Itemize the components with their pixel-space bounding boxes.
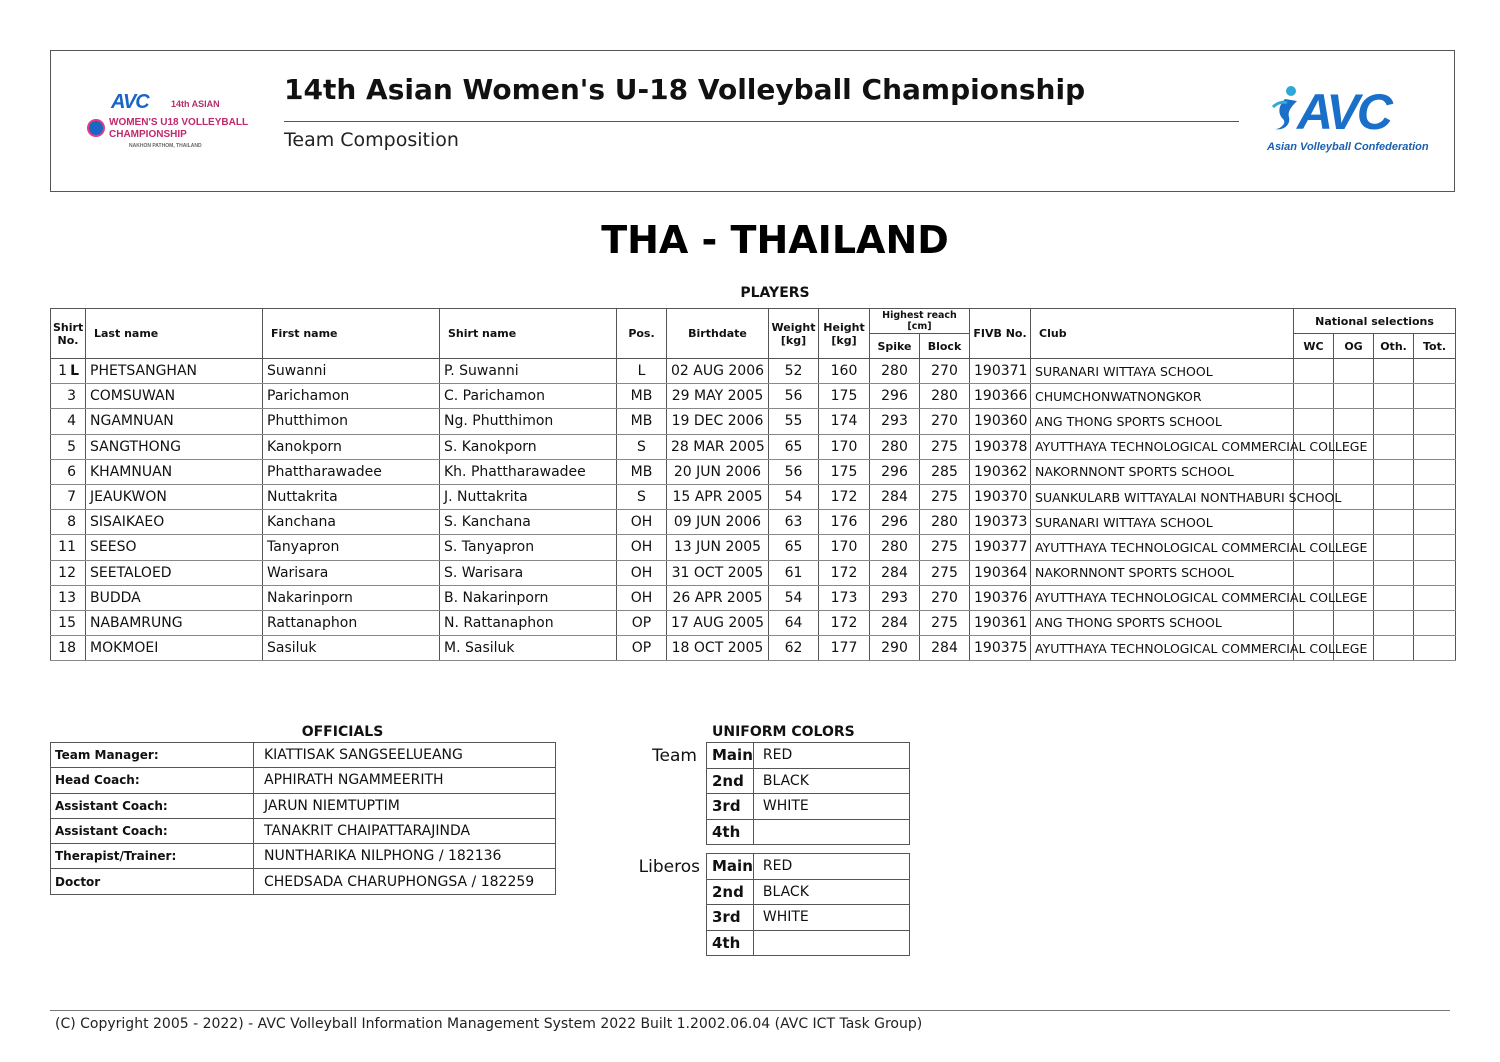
player-first-name: Nuttakrita xyxy=(263,484,440,509)
player-oth xyxy=(1374,359,1414,384)
player-fivb-no: 190377 xyxy=(970,535,1031,560)
player-position: MB xyxy=(617,459,667,484)
player-position: S xyxy=(617,434,667,459)
table-row xyxy=(51,484,1456,509)
table-row xyxy=(51,359,1456,384)
player-position: OH xyxy=(617,510,667,535)
player-fivb-no: 190378 xyxy=(970,434,1031,459)
player-birthdate: 31 OCT 2005 xyxy=(667,560,769,585)
player-position: OP xyxy=(617,610,667,635)
player-block: 275 xyxy=(920,610,970,635)
player-block: 275 xyxy=(920,434,970,459)
uniform-slot: 2nd xyxy=(707,768,754,794)
player-birthdate: 29 MAY 2005 xyxy=(667,384,769,409)
col-tot: Tot. xyxy=(1414,334,1456,359)
player-last-name: KHAMNUAN xyxy=(86,459,263,484)
player-tot xyxy=(1414,560,1456,585)
player-wc xyxy=(1294,409,1334,434)
uniform-slot: 3rd xyxy=(707,794,754,820)
player-fivb-no: 190373 xyxy=(970,510,1031,535)
uniform-liberos-label: Liberos xyxy=(638,857,700,877)
player-position: MB xyxy=(617,409,667,434)
player-block: 275 xyxy=(920,535,970,560)
player-height: 170 xyxy=(819,535,870,560)
player-weight: 62 xyxy=(769,636,819,661)
player-fivb-no: 190371 xyxy=(970,359,1031,384)
player-wc xyxy=(1294,384,1334,409)
uniform-team-table xyxy=(706,742,910,845)
player-position: OH xyxy=(617,535,667,560)
player-first-name: Nakarinporn xyxy=(263,585,440,610)
player-shirt-name: J. Nuttakrita xyxy=(440,484,617,509)
uniform-slot: Main xyxy=(707,854,754,880)
player-block: 280 xyxy=(920,510,970,535)
player-birthdate: 26 APR 2005 xyxy=(667,585,769,610)
player-spike: 280 xyxy=(870,359,920,384)
player-wc xyxy=(1294,459,1334,484)
player-spike: 280 xyxy=(870,535,920,560)
player-shirt-name: S. Tanyapron xyxy=(440,535,617,560)
player-fivb-no: 190362 xyxy=(970,459,1031,484)
table-row xyxy=(51,610,1456,635)
table-row xyxy=(51,409,1456,434)
table-row xyxy=(51,510,1456,535)
official-role: Assistant Coach: xyxy=(51,793,254,818)
player-fivb-no: 190376 xyxy=(970,585,1031,610)
event-logo xyxy=(85,89,249,153)
officials-table xyxy=(50,742,556,895)
player-last-name: PHETSANGHAN xyxy=(86,359,263,384)
uniform-color: WHITE xyxy=(753,905,909,931)
player-first-name: Warisara xyxy=(263,560,440,585)
player-fivb-no: 190361 xyxy=(970,610,1031,635)
official-role: Assistant Coach: xyxy=(51,818,254,843)
player-birthdate: 19 DEC 2006 xyxy=(667,409,769,434)
player-fivb-no: 190366 xyxy=(970,384,1031,409)
col-birthdate: Birthdate xyxy=(667,309,769,359)
player-last-name: NABAMRUNG xyxy=(86,610,263,635)
player-position: OH xyxy=(617,560,667,585)
col-height: Height [kg] xyxy=(819,309,870,359)
uniform-color: BLACK xyxy=(753,768,909,794)
table-row xyxy=(51,636,1456,661)
player-tot xyxy=(1414,359,1456,384)
event-logo-line1: WOMEN'S U18 VOLLEYBALL xyxy=(109,117,249,128)
header xyxy=(50,50,1455,192)
player-oth xyxy=(1374,459,1414,484)
player-spike: 284 xyxy=(870,610,920,635)
uniform-slot: Main xyxy=(707,743,754,769)
player-first-name: Suwanni xyxy=(263,359,440,384)
player-shirt-no: 4 xyxy=(51,409,86,434)
player-shirt-no: 11 xyxy=(51,535,86,560)
player-first-name: Sasiluk xyxy=(263,636,440,661)
player-fivb-no: 190360 xyxy=(970,409,1031,434)
page-subtitle: Team Composition xyxy=(284,129,459,151)
uniform-slot: 2nd xyxy=(707,879,754,905)
player-shirt-name: B. Nakarinporn xyxy=(440,585,617,610)
col-oth: Oth. xyxy=(1374,334,1414,359)
player-spike: 296 xyxy=(870,510,920,535)
player-shirt-no: 15 xyxy=(51,610,86,635)
player-birthdate: 17 AUG 2005 xyxy=(667,610,769,635)
col-highest-reach: Highest reach [cm] xyxy=(870,309,970,334)
uniform-row xyxy=(707,768,910,794)
player-tot xyxy=(1414,610,1456,635)
player-height: 176 xyxy=(819,510,870,535)
avc-logo-text: AVC xyxy=(1297,84,1390,140)
player-weight: 65 xyxy=(769,434,819,459)
player-wc xyxy=(1294,610,1334,635)
player-oth xyxy=(1374,484,1414,509)
player-shirt-name: S. Warisara xyxy=(440,560,617,585)
player-oth xyxy=(1374,384,1414,409)
player-height: 174 xyxy=(819,409,870,434)
player-shirt-name: Ng. Phutthimon xyxy=(440,409,617,434)
player-last-name: SISAIKAEO xyxy=(86,510,263,535)
player-spike: 284 xyxy=(870,484,920,509)
player-height: 160 xyxy=(819,359,870,384)
table-row xyxy=(51,585,1456,610)
player-wc xyxy=(1294,359,1334,384)
player-block: 270 xyxy=(920,585,970,610)
footer-copyright: (C) Copyright 2005 - 2022) - AVC Volleyball Information Management System 2022 Built 1.2002.06.04 (AVC ICT Task Group) xyxy=(55,1016,923,1032)
official-name: APHIRATH NGAMMEERITH xyxy=(254,768,556,793)
uniform-colors-heading: UNIFORM COLORS xyxy=(712,724,855,740)
official-role: Team Manager: xyxy=(51,743,254,768)
event-logo-edition: 14th ASIAN xyxy=(171,99,220,109)
player-height: 175 xyxy=(819,459,870,484)
official-name: KIATTISAK SANGSEELUEANG xyxy=(254,743,556,768)
player-club: AYUTTHAYA TECHNOLOGICAL COMMERCIAL COLLEGE xyxy=(1031,636,1294,661)
player-club: SURANARI WITTAYA SCHOOL xyxy=(1031,510,1294,535)
player-first-name: Phutthimon xyxy=(263,409,440,434)
player-fivb-no: 190375 xyxy=(970,636,1031,661)
player-birthdate: 15 APR 2005 xyxy=(667,484,769,509)
player-first-name: Kanchana xyxy=(263,510,440,535)
uniform-row xyxy=(707,854,910,880)
official-row xyxy=(51,768,556,793)
player-weight: 64 xyxy=(769,610,819,635)
table-row xyxy=(51,560,1456,585)
player-tot xyxy=(1414,484,1456,509)
player-weight: 61 xyxy=(769,560,819,585)
players-table-body xyxy=(51,359,1456,661)
player-weight: 55 xyxy=(769,409,819,434)
official-role: Doctor xyxy=(51,869,254,894)
player-weight: 56 xyxy=(769,459,819,484)
player-oth xyxy=(1374,409,1414,434)
player-last-name: MOKMOEI xyxy=(86,636,263,661)
event-logo-line2: CHAMPIONSHIP xyxy=(109,129,187,140)
player-shirt-name: S. Kanokporn xyxy=(440,434,617,459)
player-club: SURANARI WITTAYA SCHOOL xyxy=(1031,359,1294,384)
player-tot xyxy=(1414,510,1456,535)
player-position: S xyxy=(617,484,667,509)
player-first-name: Phattharawadee xyxy=(263,459,440,484)
col-position: Pos. xyxy=(617,309,667,359)
col-weight: Weight [kg] xyxy=(769,309,819,359)
uniform-slot: 3rd xyxy=(707,905,754,931)
player-tot xyxy=(1414,409,1456,434)
player-weight: 54 xyxy=(769,484,819,509)
official-row xyxy=(51,743,556,768)
avc-logo-caption: Asian Volleyball Confederation xyxy=(1267,141,1429,153)
player-spike: 284 xyxy=(870,560,920,585)
player-shirt-no: 13 xyxy=(51,585,86,610)
libero-flag: L xyxy=(70,363,79,380)
header-divider xyxy=(284,121,1239,122)
uniform-liberos-table xyxy=(706,853,910,956)
player-last-name: NGAMNUAN xyxy=(86,409,263,434)
player-block: 280 xyxy=(920,384,970,409)
player-first-name: Rattanaphon xyxy=(263,610,440,635)
player-spike: 293 xyxy=(870,585,920,610)
col-last-name: Last name xyxy=(86,309,263,359)
player-last-name: SANGTHONG xyxy=(86,434,263,459)
player-weight: 56 xyxy=(769,384,819,409)
uniform-row xyxy=(707,743,910,769)
table-row xyxy=(51,384,1456,409)
col-spike: Spike xyxy=(870,334,920,359)
player-block: 284 xyxy=(920,636,970,661)
volleyball-icon xyxy=(87,119,105,137)
player-weight: 65 xyxy=(769,535,819,560)
player-club: CHUMCHONWATNONGKOR xyxy=(1031,384,1294,409)
player-shirt-no: 6 xyxy=(51,459,86,484)
uniform-row xyxy=(707,930,910,956)
official-role: Head Coach: xyxy=(51,768,254,793)
uniform-row xyxy=(707,905,910,931)
col-shirt-name: Shirt name xyxy=(440,309,617,359)
official-role: Therapist/Trainer: xyxy=(51,844,254,869)
player-position: OP xyxy=(617,636,667,661)
player-club: SUANKULARB WITTAYALAI NONTHABURI SCHOOL xyxy=(1031,484,1294,509)
event-logo-brand: AVC xyxy=(111,91,149,113)
uniform-slot: 4th xyxy=(707,930,754,956)
player-tot xyxy=(1414,384,1456,409)
uniform-color: RED xyxy=(753,854,909,880)
player-shirt-name: M. Sasiluk xyxy=(440,636,617,661)
player-block: 270 xyxy=(920,409,970,434)
uniform-color: BLACK xyxy=(753,879,909,905)
player-oth xyxy=(1374,510,1414,535)
player-spike: 280 xyxy=(870,434,920,459)
player-wc xyxy=(1294,560,1334,585)
player-oth xyxy=(1374,535,1414,560)
player-birthdate: 09 JUN 2006 xyxy=(667,510,769,535)
player-position: MB xyxy=(617,384,667,409)
table-row xyxy=(51,459,1456,484)
player-og xyxy=(1334,510,1374,535)
col-og: OG xyxy=(1334,334,1374,359)
uniform-team-label: Team xyxy=(652,746,697,766)
player-tot xyxy=(1414,585,1456,610)
officials-heading: OFFICIALS xyxy=(301,724,384,740)
player-birthdate: 02 AUG 2006 xyxy=(667,359,769,384)
player-spike: 296 xyxy=(870,459,920,484)
player-shirt-no: 1 L xyxy=(51,359,86,384)
player-last-name: JEAUKWON xyxy=(86,484,263,509)
page-title: 14th Asian Women's U-18 Volleyball Championship xyxy=(284,73,1086,106)
player-shirt-name: Kh. Phattharawadee xyxy=(440,459,617,484)
player-height: 175 xyxy=(819,384,870,409)
uniform-row xyxy=(707,794,910,820)
player-height: 172 xyxy=(819,610,870,635)
footer-divider xyxy=(50,1010,1450,1011)
player-shirt-no: 18 xyxy=(51,636,86,661)
official-row xyxy=(51,869,556,894)
player-height: 172 xyxy=(819,560,870,585)
player-spike: 290 xyxy=(870,636,920,661)
uniform-slot: 4th xyxy=(707,819,754,845)
player-og xyxy=(1334,409,1374,434)
player-oth xyxy=(1374,610,1414,635)
official-row xyxy=(51,793,556,818)
player-first-name: Tanyapron xyxy=(263,535,440,560)
uniform-row xyxy=(707,879,910,905)
player-first-name: Kanokporn xyxy=(263,434,440,459)
player-birthdate: 13 JUN 2005 xyxy=(667,535,769,560)
official-row xyxy=(51,818,556,843)
player-first-name: Parichamon xyxy=(263,384,440,409)
col-national-selections: National selections xyxy=(1294,309,1456,334)
player-shirt-name: C. Parichamon xyxy=(440,384,617,409)
player-shirt-no: 5 xyxy=(51,434,86,459)
player-shirt-no: 3 xyxy=(51,384,86,409)
player-last-name: SEESO xyxy=(86,535,263,560)
player-shirt-no: 12 xyxy=(51,560,86,585)
player-height: 173 xyxy=(819,585,870,610)
player-last-name: COMSUWAN xyxy=(86,384,263,409)
player-og xyxy=(1334,459,1374,484)
player-club: ANG THONG SPORTS SCHOOL xyxy=(1031,610,1294,635)
player-shirt-no: 7 xyxy=(51,484,86,509)
players-table xyxy=(50,308,1456,661)
player-shirt-name: S. Kanchana xyxy=(440,510,617,535)
player-spike: 293 xyxy=(870,409,920,434)
player-weight: 63 xyxy=(769,510,819,535)
col-block: Block xyxy=(920,334,970,359)
table-row xyxy=(51,434,1456,459)
player-fivb-no: 190364 xyxy=(970,560,1031,585)
uniform-color xyxy=(753,930,909,956)
col-wc: WC xyxy=(1294,334,1334,359)
col-fivb-no: FIVB No. xyxy=(970,309,1031,359)
player-tot xyxy=(1414,459,1456,484)
player-og xyxy=(1334,560,1374,585)
player-block: 285 xyxy=(920,459,970,484)
official-name: JARUN NIEMTUPTIM xyxy=(254,793,556,818)
player-shirt-no: 8 xyxy=(51,510,86,535)
player-tot xyxy=(1414,535,1456,560)
official-name: CHEDSADA CHARUPHONGSA / 182259 xyxy=(254,869,556,894)
player-block: 275 xyxy=(920,484,970,509)
official-name: NUNTHARIKA NILPHONG / 182136 xyxy=(254,844,556,869)
player-birthdate: 28 MAR 2005 xyxy=(667,434,769,459)
player-club: AYUTTHAYA TECHNOLOGICAL COMMERCIAL COLLEGE xyxy=(1031,535,1294,560)
player-block: 270 xyxy=(920,359,970,384)
player-tot xyxy=(1414,434,1456,459)
player-og xyxy=(1334,384,1374,409)
official-name: TANAKRIT CHAIPATTARAJINDA xyxy=(254,818,556,843)
player-height: 172 xyxy=(819,484,870,509)
player-fivb-no: 190370 xyxy=(970,484,1031,509)
player-oth xyxy=(1374,636,1414,661)
player-position: L xyxy=(617,359,667,384)
col-shirt-no: Shirt No. xyxy=(51,309,86,359)
uniform-color: RED xyxy=(753,743,909,769)
player-tot xyxy=(1414,636,1456,661)
player-block: 275 xyxy=(920,560,970,585)
player-shirt-name: P. Suwanni xyxy=(440,359,617,384)
avc-logo xyxy=(1263,81,1433,161)
uniform-color: WHITE xyxy=(753,794,909,820)
player-club: ANG THONG SPORTS SCHOOL xyxy=(1031,409,1294,434)
official-row xyxy=(51,844,556,869)
col-first-name: First name xyxy=(263,309,440,359)
player-oth xyxy=(1374,585,1414,610)
uniform-color xyxy=(753,819,909,845)
players-heading: PLAYERS xyxy=(740,285,810,301)
player-weight: 52 xyxy=(769,359,819,384)
table-row xyxy=(51,535,1456,560)
team-title: THA - THAILAND xyxy=(601,218,949,262)
player-club: AYUTTHAYA TECHNOLOGICAL COMMERCIAL COLLEGE xyxy=(1031,434,1294,459)
player-club: NAKORNNONT SPORTS SCHOOL xyxy=(1031,459,1294,484)
col-club: Club xyxy=(1031,309,1294,359)
player-wc xyxy=(1294,510,1334,535)
player-club: NAKORNNONT SPORTS SCHOOL xyxy=(1031,560,1294,585)
player-og xyxy=(1334,359,1374,384)
player-position: OH xyxy=(617,585,667,610)
player-shirt-name: N. Rattanaphon xyxy=(440,610,617,635)
player-birthdate: 20 JUN 2006 xyxy=(667,459,769,484)
player-weight: 54 xyxy=(769,585,819,610)
player-birthdate: 18 OCT 2005 xyxy=(667,636,769,661)
uniform-row xyxy=(707,819,910,845)
player-club: AYUTTHAYA TECHNOLOGICAL COMMERCIAL COLLEGE xyxy=(1031,585,1294,610)
player-height: 177 xyxy=(819,636,870,661)
player-last-name: SEETALOED xyxy=(86,560,263,585)
player-spike: 296 xyxy=(870,384,920,409)
player-oth xyxy=(1374,434,1414,459)
player-og xyxy=(1334,610,1374,635)
player-last-name: BUDDA xyxy=(86,585,263,610)
event-logo-location: NAKHON PATHOM, THAILAND xyxy=(129,143,202,149)
player-oth xyxy=(1374,560,1414,585)
player-height: 170 xyxy=(819,434,870,459)
